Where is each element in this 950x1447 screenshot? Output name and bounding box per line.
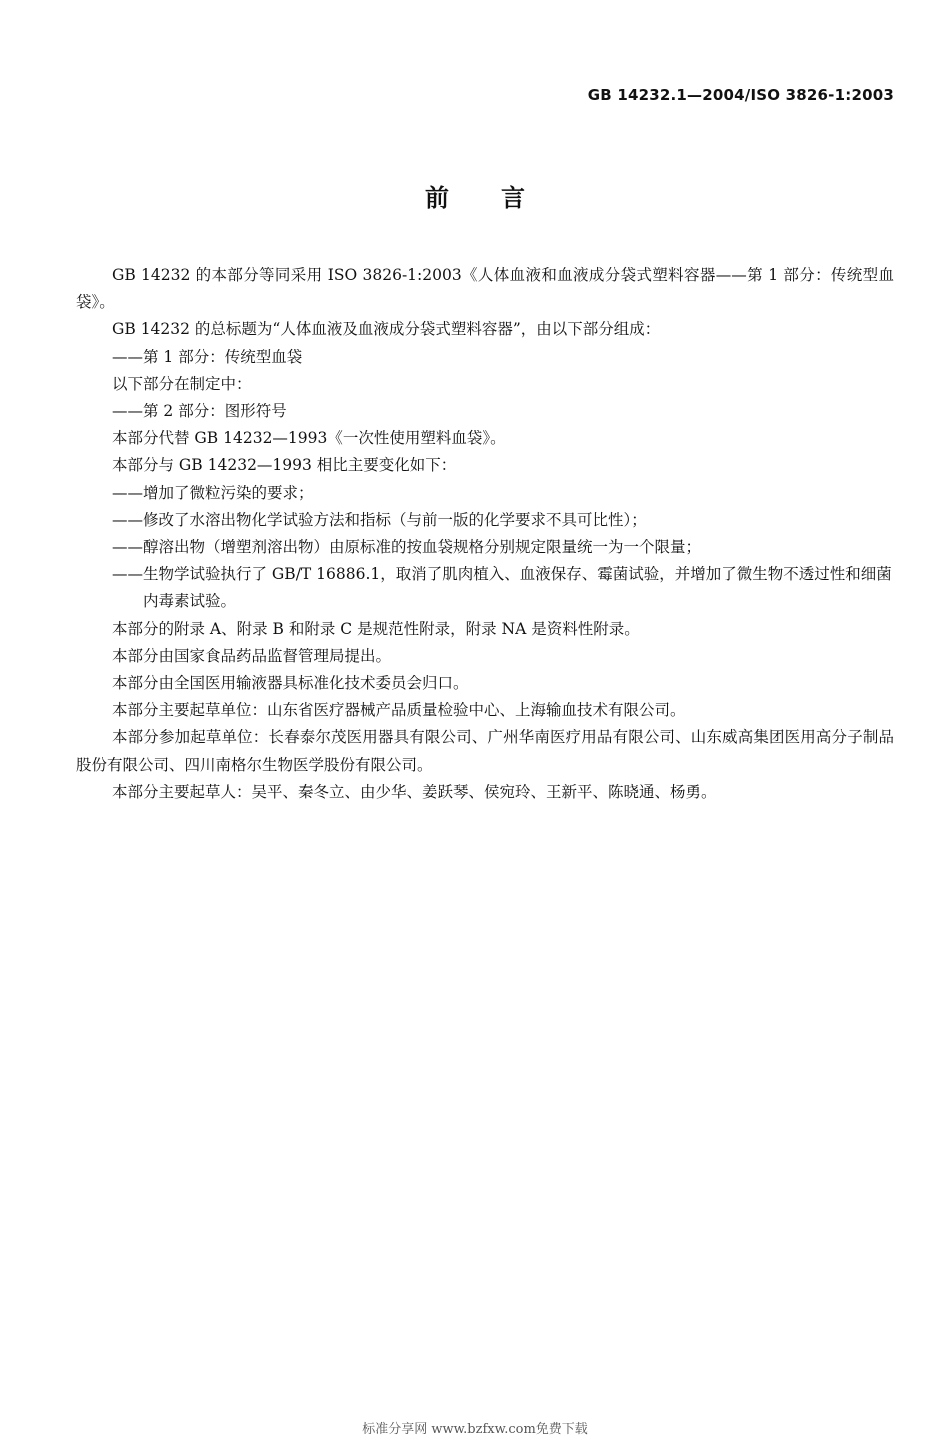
list-item-change-biological: ——生物学试验执行了 GB/T 16886.1，取消了肌肉植入、血液保存、霉菌试验，并增加了微生物不透过性和细菌内毒素试验。 (112, 565, 892, 611)
list-item-part1: ——第 1 部分：传统型血袋 (112, 347, 303, 366)
paragraph-general-title: GB 14232 的总标题为“人体血液及血液成分袋式塑料容器”，由以下部分组成： (112, 320, 661, 339)
paragraph-main-drafters-org: 本部分主要起草单位：山东省医疗器械产品质量检验中心、上海输血技术有限公司。 (112, 701, 686, 720)
footer-watermark: 标准分享网 www.bzfxw.com免费下载 (362, 1422, 588, 1437)
page-title: 前言 (425, 184, 577, 212)
standard-code: GB 14232.1—2004/ISO 3826-1:2003 (587, 86, 894, 104)
document-body (76, 262, 894, 806)
paragraph-annexes: 本部分的附录 A、附录 B 和附录 C 是规范性附录，附录 NA 是资料性附录。 (112, 619, 640, 638)
list-item-change-water-extract: ——修改了水溶出物化学试验方法和指标（与前一版的化学要求不具可比性）； (112, 510, 647, 529)
paragraph-changes-intro: 本部分与 GB 14232—1993 相比主要变化如下： (112, 456, 457, 475)
paragraph-proposed-by: 本部分由国家食品药品监督管理局提出。 (112, 646, 392, 665)
paragraph-replaces: 本部分代替 GB 14232—1993《一次性使用塑料血袋》。 (112, 429, 506, 448)
list-item-change-particulate: ——增加了微粒污染的要求； (112, 483, 314, 502)
paragraph-administered-by: 本部分由全国医用输液器具标准化技术委员会归口。 (112, 674, 469, 693)
paragraph-participating-orgs: 本部分参加起草单位：长春泰尔茂医用器具有限公司、广州华南医疗用品有限公司、山东威高集团医用高分子制品股份有限公司、四川南格尔生物医学股份有限公司。 (76, 728, 894, 774)
paragraph-adoption: GB 14232 的本部分等同采用 ISO 3826-1:2003《人体血液和血液成分袋式塑料容器——第 1 部分：传统型血袋》。 (76, 266, 894, 312)
list-item-change-alcohol-extract: ——醇溶出物（增塑剂溶出物）由原标准的按血袋规格分别规定限量统一为一个限量； (112, 538, 702, 557)
list-item-part2: ——第 2 部分：图形符号 (112, 402, 287, 421)
paragraph-in-preparation: 以下部分在制定中： (112, 374, 252, 393)
paragraph-main-drafters: 本部分主要起草人：吴平、秦冬立、由少华、姜跃琴、侯宛玲、王新平、陈晓通、杨勇。 (112, 782, 717, 801)
